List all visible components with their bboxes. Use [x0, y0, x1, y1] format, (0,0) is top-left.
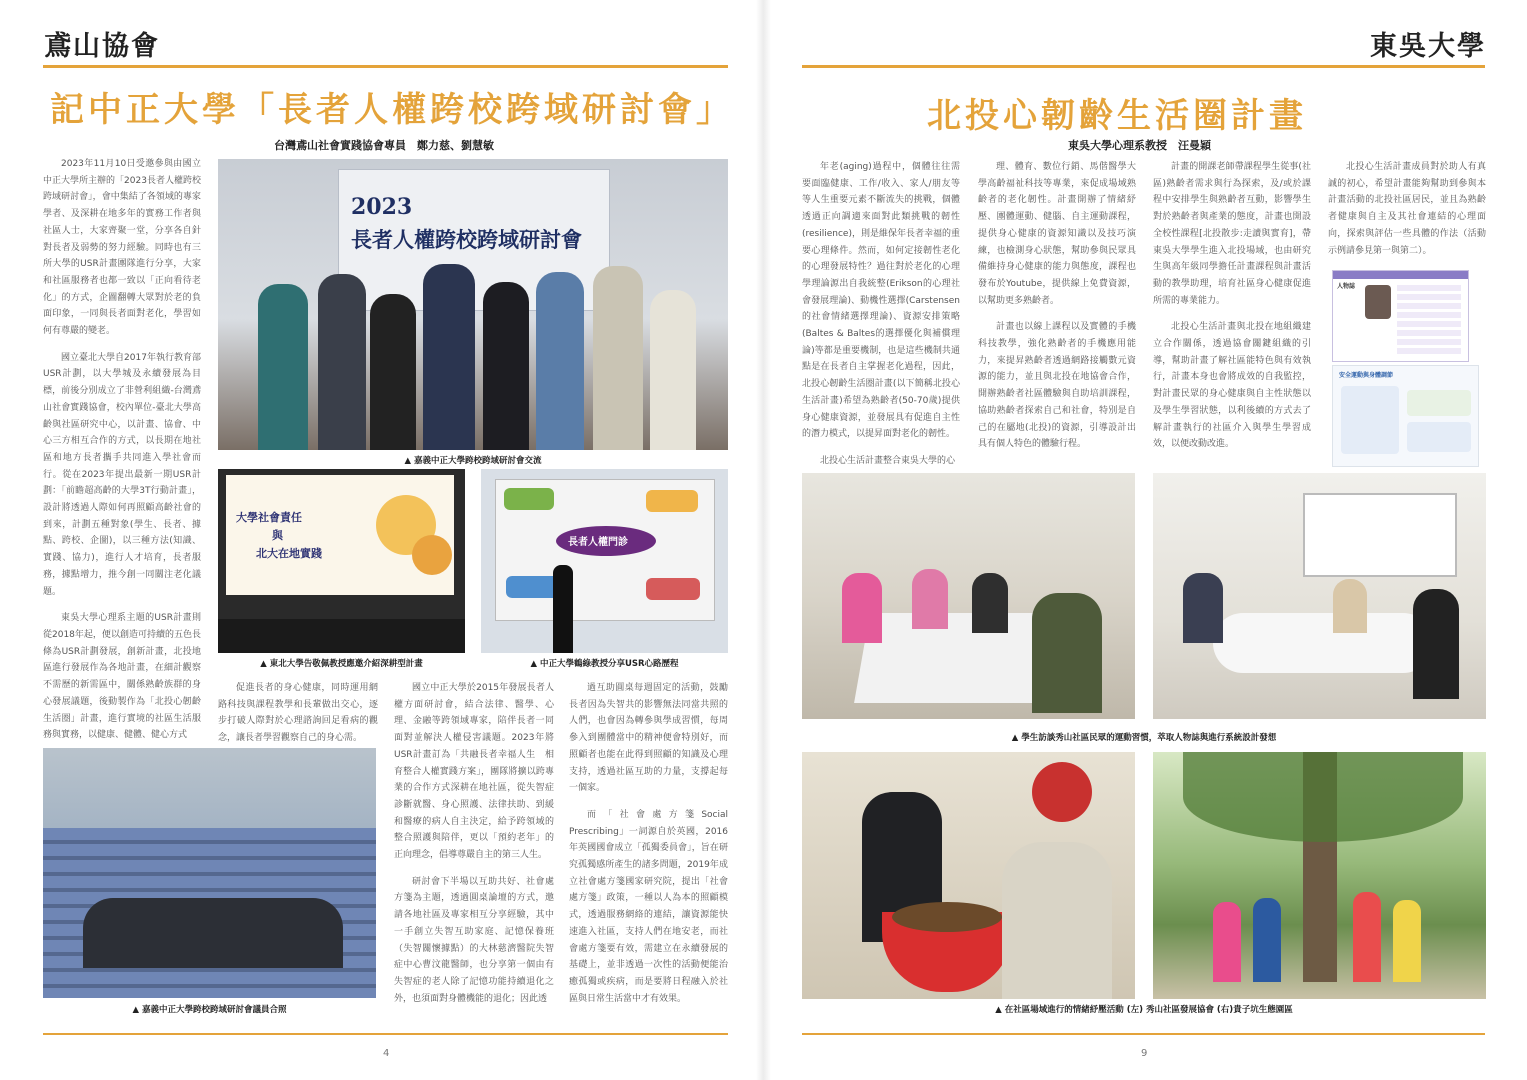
article-paragraph: 國立中正大學於2015年發展長者人權方面研討會，結合法律、醫學、心理、金融等跨領域專家，陪伴長者一同面對並解決人權侵害議題。2023年將USR計畫訂為「共融長者幸福人生 相育整合人權實踐方案」，團隊將擴以跨專業的合作方式深耕在地社區，從失智症診斷就醫、身心照護、法律扶助、到緩和醫療的病人自主決定，給予跨領域的整合照護與陪伴，更以「預約老年」的正向理念，倡導尊嚴自主的第三人生。	[394, 683, 554, 861]
article-paragraph: 過互助圓桌每週固定的活動，鼓勵長者因為失智共的影響無法同當共照的人們，也會因為轉參與學成習慣，每周參入到團體當中的精神便會特別好，而照顧者也能在此得到照顧的知識及心理支持，透過社區互助的力量，支撐起每一個家。	[569, 683, 728, 794]
caption-photo-c: ▲ 中正大學鶴綠教授分享USR心路歷程	[530, 659, 679, 669]
persona-details	[1397, 285, 1461, 355]
article-paragraph: 促進長者的身心健康，同時運用網路科技與課程教學和長輩做出交心，逐步打破人際對於心理諮詢回足看病的觀念，讓長者學習觀察自己的身心需。	[218, 683, 378, 744]
banner-title: 長者人權跨校跨域研討會	[351, 227, 582, 252]
exercise-form-image	[1332, 365, 1479, 467]
front-row-attendees	[83, 898, 343, 968]
right-page	[767, 0, 1527, 1080]
projector-slide	[226, 475, 454, 595]
persona-avatar	[1365, 285, 1391, 319]
left-column-3	[394, 680, 554, 1002]
right-column-2	[978, 159, 1136, 465]
article-paragraph: 計畫的開課老師帶課程學生從事(社區)熟齡者需求與行為探索，及/或於課程中安排學生與熟齡者互動，影響學生對於熟齡者與產業的態度，計畫也開設全校性課程[北投散步:走讀與實育]，帶東吳大學學生進入北投場域，也由研究生與高年級同學擔任計畫課程與計畫活動的教學助理，培育社區身心健康促進所需的專業能力。	[1153, 162, 1311, 306]
left-page-number: 4	[383, 1048, 390, 1059]
audience-group-photo	[43, 748, 376, 998]
slide-title-line-3: 北大在地實踐	[256, 547, 322, 560]
slide-title-line-2: 與	[272, 529, 283, 542]
article-paragraph: 北投心生活計畫整合東吳大學的心	[820, 455, 956, 466]
right-column-3	[1153, 159, 1311, 465]
right-brand: 東吳大學	[1370, 31, 1486, 62]
whiteboard	[1303, 493, 1457, 577]
right-column-4	[1328, 159, 1486, 269]
right-column-1	[802, 159, 960, 465]
caption-main-photo: ▲ 嘉義中正大學跨校跨域研討會交流	[404, 456, 542, 466]
article-paragraph: 2023年11月10日受邀參與由國立中正大學所主辦的「2023長者人權跨校跨域研討會」，會中集結了各領域的專家學者、及深耕在地多年的實務工作者與社區人士，大家齊聚一堂，分享各自針對長者及弱勢的努力經驗。同時也有三所大學的USR計畫團隊進行分享，大家和社區服務者也都一致以「正向看待老化」的方式，企圖翻轉大眾對於老的負面印象，一同與長者面對老化，學習如何有尊嚴的變老。	[43, 159, 201, 337]
article-paragraph: 東吳大學心理系主題的USR計畫則從2018年起，便以創造可持續的五色長條為USR計劃發展，創新計畫，北投地區進行發展作為各地計畫，在細計觀察不需歷的新需區中，關係熟齡族群的身心發展議題，後動製作為「北投心韌齡生活圈」計畫，進行實境的社區生活服務與實務，以健康、健體、健心方式	[43, 613, 201, 741]
left-page	[0, 0, 760, 1080]
tree-canopy	[1183, 752, 1463, 842]
conference-group-photo	[218, 159, 728, 450]
caption-row-1: ▲ 學生訪談秀山社區民眾的運動習慣，萃取人物誌與進行系統設計發想	[1011, 733, 1277, 743]
caption-photo-d: ▲ 嘉義中正大學跨校跨域研討會議員合照	[132, 1005, 287, 1015]
right-page-number: 9	[1141, 1048, 1148, 1059]
caption-row-2: ▲ 在社區場域進行的情緒紓壓活動 (左) 秀山社區發展協會 (右)貴子坑生態園區	[995, 1005, 1293, 1015]
left-column-4	[569, 680, 728, 1002]
craft-activity-photo	[802, 752, 1135, 999]
slide-center-label: 長者人權門診	[568, 537, 628, 548]
group-of-people	[258, 254, 698, 450]
left-column-2	[218, 680, 378, 750]
article-paragraph: 年老(aging)過程中，個體往往需要面臨健康、工作/收入、家人/朋友等等人生重要元素不斷流失的挑戰，個體透過正向調適來面對此類挑戰的韌性(resilience)，則是維保年長者幸福的重要心理條件。然而，如何定接韌性老化的心理發展特性？過往對於老化的心理學理論源出自我統整(Erikson的心理社會發展理論)、動機性選擇(Carstensen的社會情緒選擇理論)、資源安排策略(Baltes & Baltes的選擇優化與補償理論)等都是重要機制，也是這些機制共通點是在長者自主掌握老化過程，因此，北投心韌齡生活圈計畫(以下簡稱北投心生活計畫)希望為熟齡者(50-70歲)提供身心健康資源，並發展具有促進自主性的潛力模式，以提昇面對老化的韌性。	[802, 162, 960, 440]
left-column-1	[43, 156, 201, 741]
left-article-title: 記中正大學「長者人權跨校跨域研討會」	[50, 90, 734, 130]
round-table	[1213, 613, 1433, 673]
left-footer-rule	[43, 1033, 728, 1035]
persona-label: 人物誌	[1337, 283, 1356, 290]
article-paragraph: 理、體育、數位行銷、馬偕醫學大學高齡福祉科技等專業，來促成場域熟齡者的老化韌性。計畫開辦了情緒紓壓、團體運動、健腦、自主運動課程，提供身心健康的資源知識以及技巧演練，也檢測身心狀態，幫助參與民眾具備維持身心健康的能力與態度，課程也發布於Youtube，提供線上免費資源，以幫助更多熟齡者。	[978, 162, 1136, 306]
article-paragraph: 北投心生活計畫與北投在地組織建立合作關係，透過協會關鍵組織的引導，幫助計畫了解社區能特色與有效執行，計畫本身也會將成效的自我監控，對計畫民眾的身心健康與自主性狀態以及學生學習狀態，以利後續的方式去了解計畫執行的社區介入與學生學習成效，以便改動改進。	[1153, 322, 1311, 450]
presentation-photo-ccu	[481, 469, 728, 653]
right-footer-rule	[802, 1033, 1485, 1035]
article-paragraph: 而「社會處方箋Social Prescribing」一詞源自於英國，2016年英國國會成立「孤獨委員會」，旨在研究孤獨感所產生的諸多問題，2019年成立社會處方箋國家研究院，提出「社會處方箋」政策，一種以人為本的照顧模式，透過服務網絡的連結，讓資源能快速進入社區，支持人們在地安老，而社會處方箋要有效，需建立在永續發展的基礎上，並非透過一次性的活動便能治癒孤獨或疾病，而是要將日程融入於社區與日常生活當中才有效果。	[569, 809, 728, 1004]
slide-title-line-1: 大學社會責任	[236, 511, 302, 524]
left-brand: 鳶山協會	[44, 31, 160, 62]
form-heading: 安全運動與身體調節	[1339, 372, 1394, 379]
article-paragraph: 研討會下半場以互助共好、社會處方箋為主題，透過圓桌論壇的方式，邀請各地社區及專家相互分享經驗，其中一手創立失智互助家庭、記憶保養班（失智關懷據點）的大林慈濟醫院失智症中心曹汶龍醫師，也分享第一個由有失智症的老人除了記憶功能持續退化之外，也須面對身體機能的退化；因此透	[394, 876, 554, 1004]
article-paragraph: 北投心生活計畫成員對於助人有真誠的初心，希望計畫能夠幫助到參與本計畫活動的北投社區居民，並且為熟齡者健康與自主及其社會連結的心理面向，探索與評估一些具體的作法（活動示例請參見第一與第二）。	[1328, 162, 1486, 256]
left-header-rule	[43, 65, 728, 68]
outdoor-tree-photo	[1153, 752, 1486, 999]
right-byline: 東吳大學心理系教授 汪曼穎	[1068, 139, 1211, 152]
banner-year: 2023	[351, 194, 413, 220]
left-byline: 台灣鳶山社會實踐協會專員 鄭力慈、劉慧敏	[274, 139, 494, 152]
article-paragraph: 計畫也以線上課程以及實體的手機科技教學，強化熟齡者的手機應用能力，來提昇熟齡者透過網路接觸數元資源的能力，並且與北投在地協會合作，開辦熟齡者社區體驗與自助培訓課程，協助熟齡者探索自己和社會，特別是自己的在屬地(北投)的資源，引導設計出具有個人特色的體驗行程。	[978, 322, 1136, 450]
right-article-title: 北投心韌齡生活圈計畫	[927, 96, 1307, 136]
persona-card-image	[1332, 270, 1469, 362]
interview-photo-left	[802, 473, 1135, 719]
right-header-rule	[802, 65, 1485, 68]
flowers	[1032, 762, 1092, 822]
presentation-photo-ntpu	[218, 469, 465, 653]
interview-photo-right	[1153, 473, 1486, 719]
caption-photo-b: ▲ 東北大學告敬佩教授應邀介紹深耕型計畫	[260, 659, 423, 669]
projector-slide-mindmap	[495, 479, 715, 621]
article-paragraph: 國立臺北大學自2017年執行教育部USR計劃，以大學城及永續發展為目標，前後分別成立了非營利組織-台灣鳶山社會實踐協會，校內單位-臺北大學高齡與社區研究中心，以計畫、協會、中心三方相互合作的方式，以長期在地社區和地方長者攜手共同進入學社會而行。從在2023年提出最新一期USR計劃：「前瞻超高齡的大學3T行動計畫」，設計將透過人際如何再照顧高齡社會的到來，計劃五種對象(學生、長者、據點、跨校、企圖)，以三種方法(知識、實踐、協力)，進行人才培育，長者服務，據點增力，推今創一同關注老化議題。	[43, 352, 201, 597]
